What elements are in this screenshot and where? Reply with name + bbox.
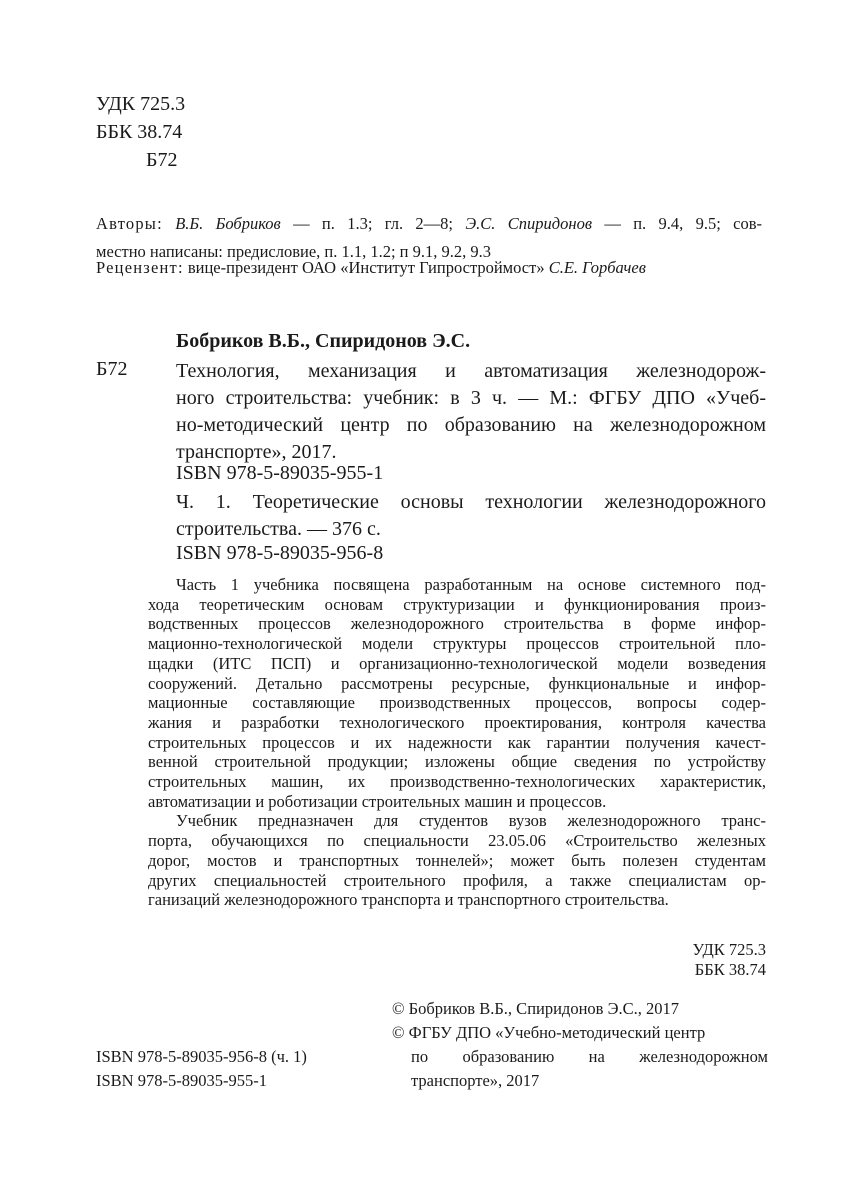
copyright-publisher: © ФГБУ ДПО «Учебно-методический центр <box>392 1023 706 1042</box>
bib-title <box>176 358 766 466</box>
bib-title-line: транспорте», 2017. <box>176 441 337 463</box>
bib-isbn-part: ISBN 978-5-89035-956-8 <box>176 542 384 564</box>
annotation-line: мационные составляющие производственных процессов, вопросы содер- <box>148 693 766 713</box>
author-1: В.Б. Бобриков <box>175 214 281 233</box>
copyright-publisher-cont: по образованию на железнодорожном <box>411 1047 768 1066</box>
reviewer-line <box>96 258 762 278</box>
annotation-line: других специальностей строительного профиля, а также специалистам ор- <box>148 870 766 890</box>
reviewer-label: Рецензент: <box>96 258 184 277</box>
bib-title-line: Технология, механизация и автоматизация железнодорож- <box>176 360 766 382</box>
annotation-line: венной строительной продукции; изложены общие сведения по устройству <box>148 752 766 772</box>
copyright-publisher-cont: транспорте», 2017 <box>411 1071 540 1090</box>
authors-label: Авторы: <box>96 214 163 233</box>
annotation-line: автоматизации и роботизации строительных машин и процессов. <box>148 791 607 811</box>
reviewer-text: вице-президент ОАО «Институт Гипростроймост» <box>187 258 545 277</box>
isbn-block-bottom <box>96 1045 307 1093</box>
annotation <box>148 575 766 910</box>
udk-code: УДК 725.3 <box>692 940 766 959</box>
isbn-set: ISBN 978-5-89035-955-1 <box>96 1071 267 1090</box>
annotation-line: хода теоретическим основам структуризации и функционирования произ- <box>148 594 766 614</box>
copyright-authors: © Бобриков В.Б., Спиридонов Э.С., 2017 <box>392 999 679 1018</box>
copyright-block <box>392 997 768 1093</box>
authors-line-1 <box>96 210 762 238</box>
annotation-line: жания и разработки технологического проектирования, контроля качества <box>148 712 766 732</box>
authors-line-2: местно написаны: предисловие, п. 1.1, 1.2; п 9.1, 9.2, 9.3 <box>96 242 492 261</box>
udk-code: УДК 725.3 <box>96 93 186 115</box>
annotation-line: щадки (ИТС ПСП) и организационно-технологической модели возведения <box>148 653 766 673</box>
bbk-code: ББК 38.74 <box>694 960 766 979</box>
bib-part-line: строительства. — 376 с. <box>176 518 381 540</box>
annotation-line: сооружений. Детально рассмотрены ресурсные, функциональные и инфор- <box>148 673 766 693</box>
annotation-line: строительных машин, их производственно-технологических характеристик, <box>148 772 766 792</box>
author-sign: Б72 <box>146 149 178 171</box>
author-1-sections: — п. 1.3; гл. 2—8; <box>293 214 454 233</box>
annotation-line: порта, обучающихся по специальности 23.05.06 «Строительство железных <box>148 831 766 851</box>
isbn-part-1: ISBN 978-5-89035-956-8 (ч. 1) <box>96 1047 307 1066</box>
bib-part-line: Ч. 1. Теоретические основы технологии железнодорожного <box>176 491 766 513</box>
author-2: Э.С. Спиридонов <box>465 214 592 233</box>
annotation-line: строительных процессов и их надежности как гарантии получения качест- <box>148 732 766 752</box>
annotation-line: Учебник предназначен для студентов вузов железнодорожного транс- <box>176 811 766 831</box>
bbk-code: ББК 38.74 <box>96 121 183 143</box>
annotation-line: Часть 1 учебника посвящена разработанным на основе системного под- <box>176 575 766 594</box>
bib-part <box>176 489 766 543</box>
author-2-sections: — п. 9.4, 9.5; сов- <box>604 214 763 233</box>
udk-block-top <box>96 90 185 174</box>
annotation-line: мационно-технологической модели структуры процессов строительной пло- <box>148 634 766 654</box>
bib-isbn-set: ISBN 978-5-89035-955-1 <box>176 462 384 484</box>
annotation-line: водственных процессов железнодорожного строительства в форме инфор- <box>148 614 766 634</box>
udk-block-bottom <box>600 940 766 980</box>
bib-authors-heading: Бобриков В.Б., Спиридонов Э.С. <box>176 330 471 352</box>
annotation-line: ганизаций железнодорожного транспорта и транспортного строительства. <box>148 890 669 910</box>
bib-title-line: но-методический центр по образованию на железнодорожном <box>176 414 766 436</box>
bib-author-sign: Б72 <box>96 358 128 380</box>
bib-title-line: ного строительства: учебник: в 3 ч. — М.: ФГБУ ДПО «Учеб- <box>176 387 766 409</box>
annotation-line: дорог, мостов и транспортных тоннелей»; может быть полезен студентам <box>148 850 766 870</box>
reviewer-name: С.Е. Горбачев <box>548 258 646 277</box>
